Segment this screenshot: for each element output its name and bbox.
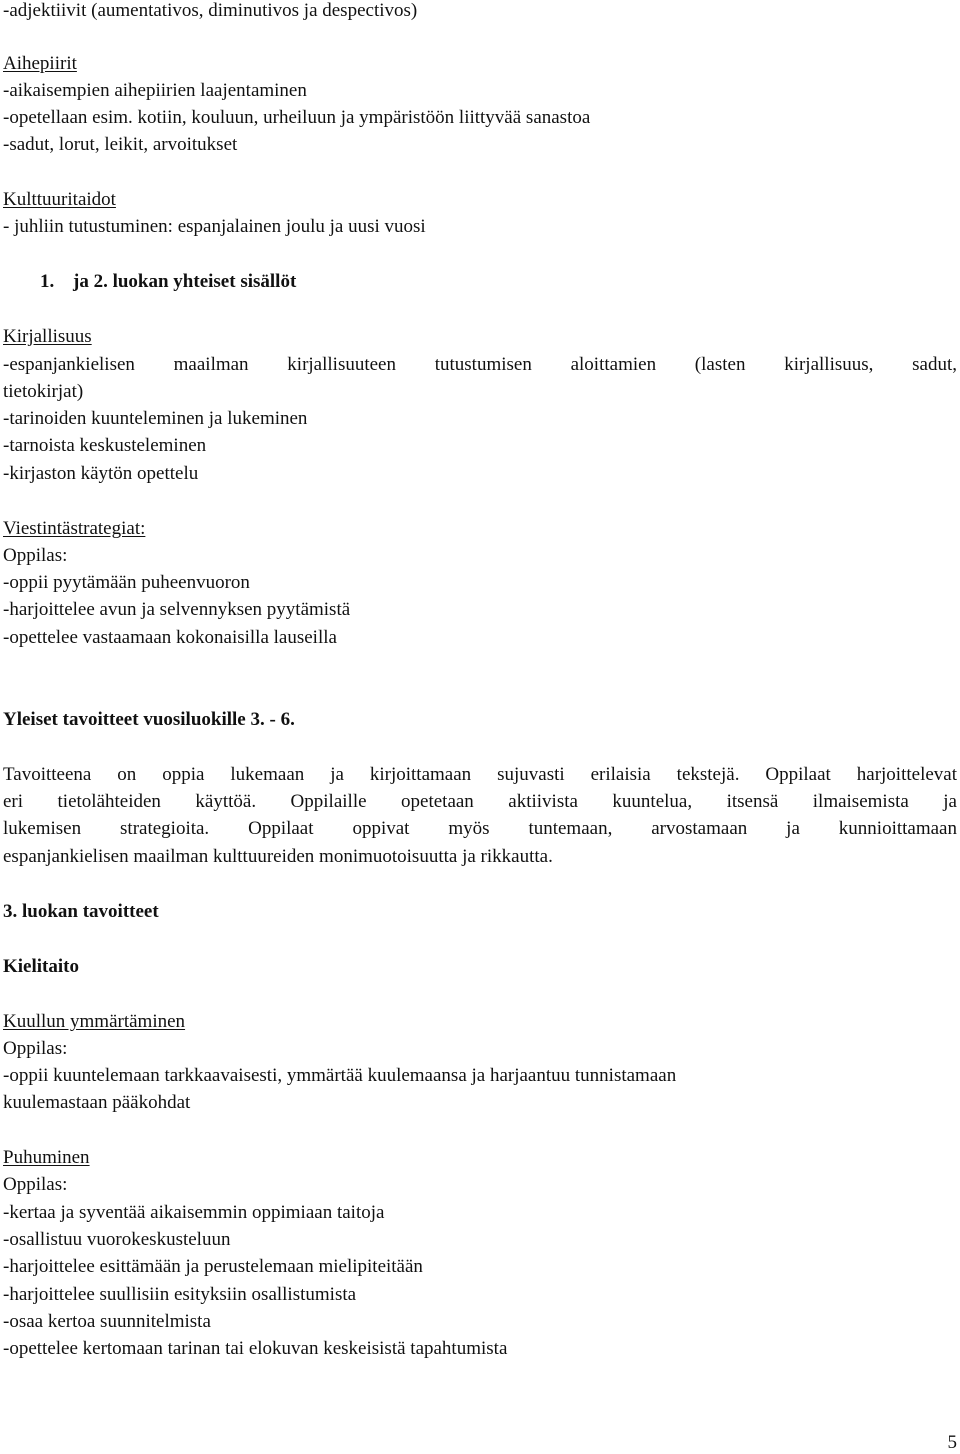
aihepiirit-heading: Aihepiirit (3, 53, 77, 74)
paragraph-line: Tavoitteena on oppia lukemaan ja kirjoittamaan sujuvasti erilaisia tekstejä. Oppilaat harjoittelevat (3, 764, 957, 785)
list-item: -kertaa ja syventää aikaisemmin oppimiaan taitoja (3, 1202, 385, 1223)
list-item: -harjoittelee avun ja selvennyksen pyytämistä (3, 599, 351, 620)
section-title: ja 2. luokan yhteiset sisällöt (73, 271, 297, 292)
list-item: -sadut, lorut, leikit, arvoitukset (3, 134, 238, 155)
list-item: -kirjaston käytön opettelu (3, 463, 199, 484)
list-item: -aikaisempien aihepiirien laajentaminen (3, 80, 307, 101)
section-number: 1. (40, 271, 55, 292)
list-item: -osallistuu vuorokeskusteluun (3, 1229, 231, 1250)
list-item: - juhliin tutustuminen: espanjalainen joulu ja uusi vuosi (3, 216, 426, 237)
subject-label: Oppilas: (3, 545, 68, 566)
list-item: -espanjankielisen maailman kirjallisuuteen tutustumisen aloittamien (lasten kirjallisuus, sadut, (3, 354, 957, 375)
list-item: -opettelee kertomaan tarinan tai elokuvan keskeisistä tapahtumista (3, 1338, 508, 1359)
paragraph-line: lukemisen strategioita. Oppilaat oppivat myös tuntemaan, arvostamaan ja kunnioittamaan (3, 818, 957, 839)
viestintastrategiat-heading: Viestintästrategiat: (3, 518, 146, 539)
puhuminen-heading: Puhuminen (3, 1147, 90, 1168)
list-item: -osaa kertoa suunnitelmista (3, 1311, 211, 1332)
list-item-continuation: tietokirjat) (3, 381, 84, 402)
list-item: -harjoittelee esittämään ja perustelemaan mielipiteitään (3, 1256, 423, 1277)
list-item: -tarnoista keskusteleminen (3, 435, 207, 456)
list-item: -opettelee vastaamaan kokonaisilla lauseilla (3, 627, 337, 648)
list-item: -tarinoiden kuunteleminen ja lukeminen (3, 408, 308, 429)
kielitaito-heading: Kielitaito (3, 956, 79, 977)
page-number: 5 (947, 1432, 957, 1453)
adjectives-line: -adjektiivit (aumentativos, diminutivos ja despectivos) (3, 0, 418, 21)
yleiset-heading: Yleiset tavoitteet vuosiluokille 3. - 6. (3, 709, 295, 730)
paragraph-line: espanjankielisen maailman kulttuureiden monimuotoisuutta ja rikkautta. (3, 846, 553, 867)
luokka3-heading: 3. luokan tavoitteet (3, 901, 159, 922)
kirjallisuus-heading: Kirjallisuus (3, 326, 92, 347)
list-item-continuation: kuulemastaan pääkohdat (3, 1092, 191, 1113)
list-item: -oppii pyytämään puheenvuoron (3, 572, 250, 593)
list-item: -harjoittelee suullisiin esityksiin osallistumista (3, 1284, 357, 1305)
kulttuuritaidot-heading: Kulttuuritaidot (3, 189, 116, 210)
paragraph-line: eri tietolähteiden käyttöä. Oppilaille opetetaan aktiivista kuuntelua, itsensä ilmaisemista ja (3, 791, 957, 812)
kuullun-heading: Kuullun ymmärtäminen (3, 1011, 186, 1032)
subject-label: Oppilas: (3, 1174, 68, 1195)
subject-label: Oppilas: (3, 1038, 68, 1059)
list-item: -oppii kuuntelemaan tarkkaavaisesti, ymmärtää kuulemaansa ja harjaantuu tunnistamaan (3, 1065, 677, 1086)
list-item: -opetellaan esim. kotiin, kouluun, urheiluun ja ympäristöön liittyvää sanastoa (3, 107, 591, 128)
